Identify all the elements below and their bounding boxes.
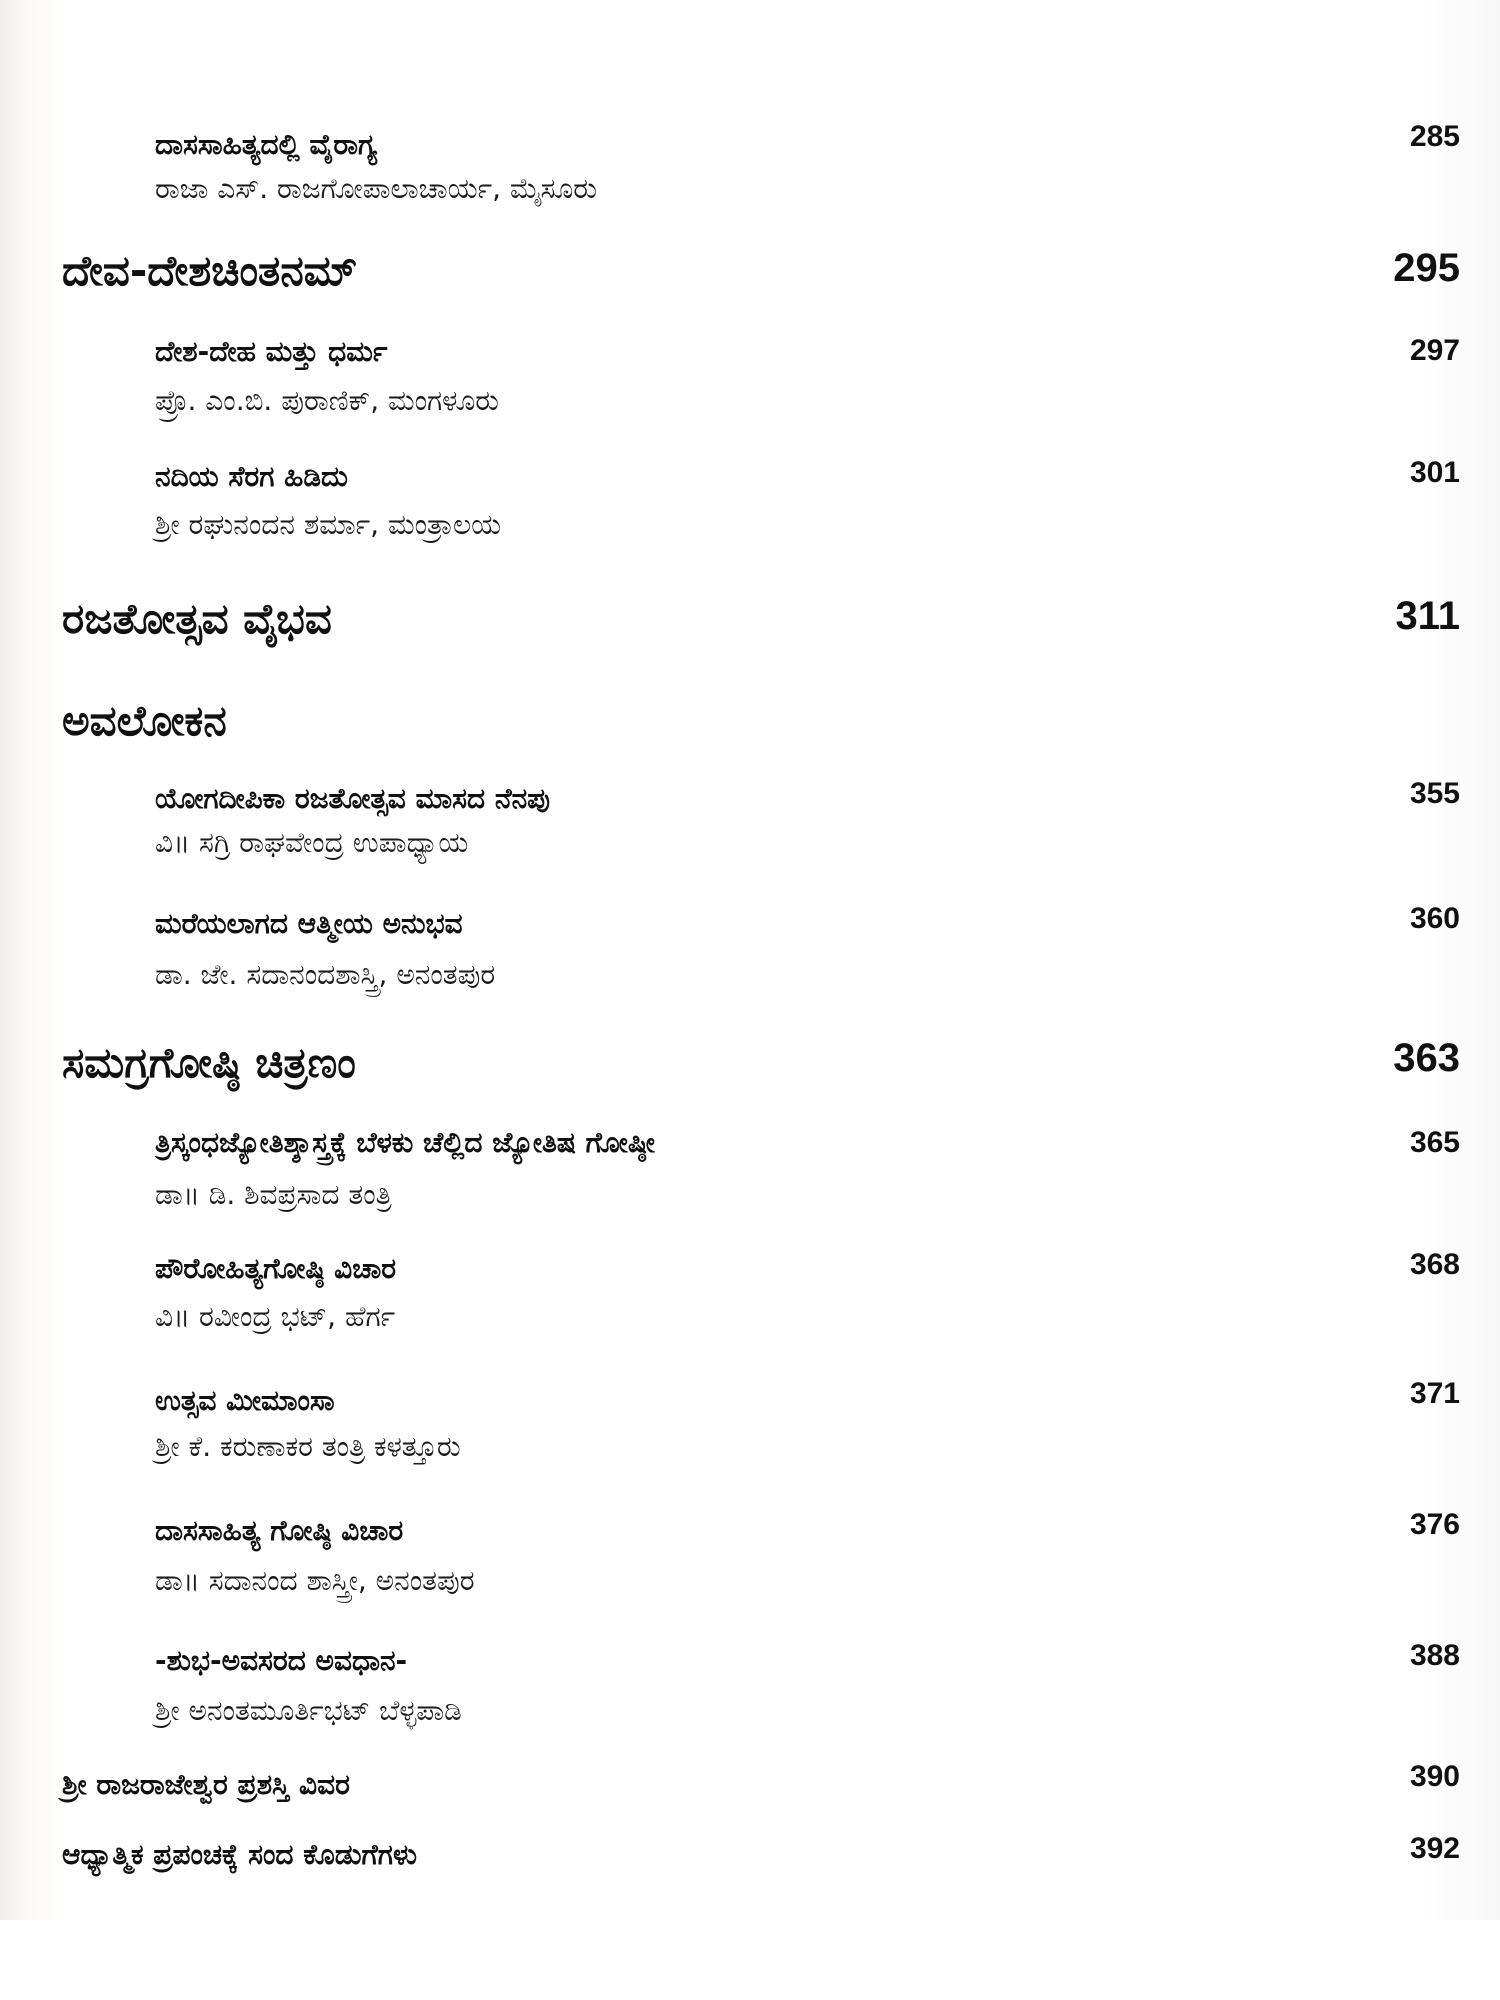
entry-page-number: 376 bbox=[1409, 1508, 1460, 1541]
entry-author: ರಾಜಾ ಎಸ್. ರಾಜಗೋಪಾಲಾಚಾರ್ಯ, ಮೈಸೂರು bbox=[155, 172, 597, 205]
entry-title: ದಾಸಸಾಹಿತ್ಯದಲ್ಲಿ ವೈರಾಗ್ಯ bbox=[155, 128, 378, 161]
scan-border bbox=[0, 1920, 1500, 2000]
entry-page-number: 301 bbox=[1409, 456, 1460, 489]
entry-author: ಶ್ರೀ ಅನಂತಮೂರ್ತಿಭಟ್ ಬೆಳ್ಳಪಾಡಿ bbox=[155, 1694, 462, 1727]
entry-page-number: 390 bbox=[1409, 1760, 1460, 1793]
entry-title: ಪೌರೋಹಿತ್ಯಗೋಷ್ಠಿ ವಿಚಾರ bbox=[155, 1252, 397, 1285]
section-title: ದೇವ-ದೇಶಚಿಂತನಮ್ bbox=[62, 246, 358, 295]
section-title: ಸಮಗ್ರಗೋಷ್ಠಿ ಚಿತ್ರಣಂ bbox=[62, 1038, 356, 1087]
entry-title: ಆಧ್ಯಾತ್ಮಿಕ ಪ್ರಪಂಚಕ್ಕೆ ಸಂದ ಕೊಡುಗೆಗಳು bbox=[62, 1838, 418, 1871]
entry-page-number: 388 bbox=[1409, 1639, 1460, 1672]
entry-page-number: 371 bbox=[1409, 1377, 1460, 1410]
entry-author: ವಿ॥ ರವೀಂದ್ರ ಭಟ್, ಹೆರ್ಗ bbox=[155, 1300, 396, 1333]
entry-page-number: 392 bbox=[1409, 1832, 1460, 1865]
entry-title: ತ್ರಿಸ್ಕಂಧಜ್ಯೋತಿಶ್ಶಾಸ್ತ್ರಕ್ಕೆ ಬೆಳಕು ಚೆಲ್ಲಿದ ಜ್ಯೋತಿಷ ಗೋಷ್ಠೀ bbox=[155, 1126, 655, 1159]
entry-title: ದೇಶ-ದೇಹ ಮತ್ತು ಧರ್ಮ bbox=[155, 335, 388, 368]
section-title: ರಜತೋತ್ಸವ ವೈಭವ bbox=[62, 594, 332, 643]
entry-title: ಉತ್ಸವ ಮೀಮಾಂಸಾ bbox=[155, 1384, 335, 1417]
section-page-number: 295 bbox=[1393, 246, 1460, 290]
entry-page-number: 285 bbox=[1409, 120, 1460, 153]
entry-author: ಶ್ರೀ ಕೆ. ಕರುಣಾಕರ ತಂತ್ರಿ ಕಳತ್ತೂರು bbox=[155, 1430, 461, 1463]
entry-title: ನದಿಯ ಸೆರಗ ಹಿಡಿದು bbox=[155, 460, 348, 493]
entry-author: ವಿ॥ ಸಗ್ರಿ ರಾಘವೇಂದ್ರ ಉಪಾಧ್ಯಾಯ bbox=[155, 826, 469, 859]
entry-author: ಡಾ॥ ಸದಾನಂದ ಶಾಸ್ತ್ರೀ, ಅನಂತಪುರ bbox=[155, 1564, 475, 1597]
entry-title: ಶ್ರೀ ರಾಜರಾಜೇಶ್ವರ ಪ್ರಶಸ್ತಿ ವಿವರ bbox=[62, 1768, 350, 1801]
entry-author: ಡಾ॥ ಡಿ. ಶಿವಪ್ರಸಾದ ತಂತ್ರಿ bbox=[155, 1178, 392, 1211]
section-title: ಅವಲೋಕನ bbox=[62, 696, 227, 745]
entry-page-number: 365 bbox=[1409, 1126, 1460, 1159]
entry-page-number: 360 bbox=[1409, 902, 1460, 935]
entry-author: ಡಾ. ಜೇ. ಸದಾನಂದಶಾಸ್ತ್ರಿ, ಅನಂತಪುರ bbox=[155, 958, 496, 991]
entry-page-number: 368 bbox=[1409, 1248, 1460, 1281]
entry-title: ಯೋಗದೀಪಿಕಾ ರಜತೋತ್ಸವ ಮಾಸದ ನೆನಪು bbox=[155, 782, 550, 815]
entry-title: -ಶುಭ-ಅವಸರದ ಅವಧಾನ- bbox=[155, 1644, 408, 1677]
entry-title: ಮರೆಯಲಾಗದ ಆತ್ಮೀಯ ಅನುಭವ bbox=[155, 907, 463, 940]
entry-author: ಪ್ರೊ. ಎಂ.ಬಿ. ಪುರಾಣಿಕ್, ಮಂಗಳೂರು bbox=[155, 384, 499, 417]
entry-page-number: 297 bbox=[1409, 334, 1460, 367]
entry-author: ಶ್ರೀ ರಘುನಂದನ ಶರ್ಮಾ, ಮಂತ್ರಾಲಯ bbox=[155, 508, 502, 541]
section-page-number: 311 bbox=[1395, 594, 1460, 638]
entry-title: ದಾಸಸಾಹಿತ್ಯ ಗೋಷ್ಠಿ ವಿಚಾರ bbox=[155, 1514, 404, 1547]
entry-page-number: 355 bbox=[1409, 777, 1460, 810]
section-page-number: 363 bbox=[1393, 1036, 1460, 1080]
